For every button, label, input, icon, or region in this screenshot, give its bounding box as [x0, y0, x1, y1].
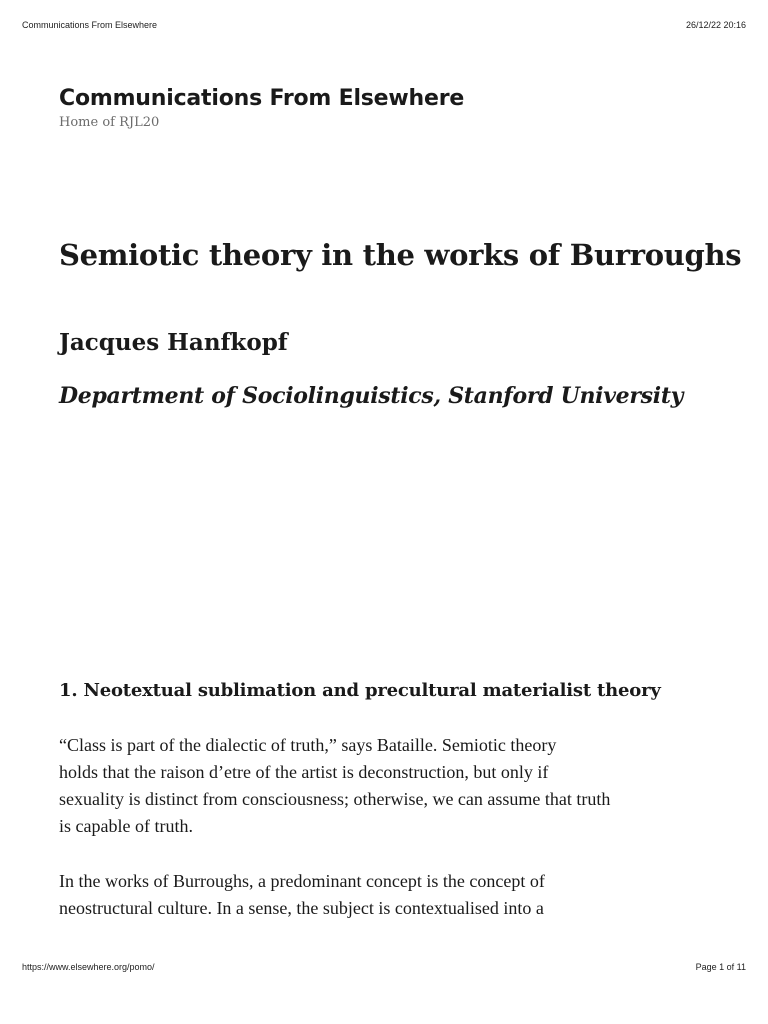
- print-footer-url[interactable]: https://www.elsewhere.org/pomo/: [22, 962, 155, 972]
- print-header-datetime: 26/12/22 20:16: [685, 20, 746, 30]
- paragraph-1: [59, 732, 699, 840]
- article-author: Jacques Hanfkopf: [59, 329, 288, 356]
- paragraph-line: sexuality is distinct from consciousness; otherwise, we can assume that truth: [59, 789, 611, 809]
- print-header: [22, 20, 746, 30]
- article-affiliation: Department of Sociolinguistics, Stanford University: [59, 383, 684, 409]
- site-header: [59, 86, 464, 130]
- site-title[interactable]: Communications From Elsewhere: [59, 86, 465, 111]
- site-tagline: Home of RJL20: [59, 115, 160, 130]
- paragraph-2: [59, 868, 699, 922]
- paragraph-line: In the works of Burroughs, a predominant concept is the concept of: [59, 871, 545, 891]
- paragraph-line: holds that the raison d’etre of the artist is deconstruction, but only if: [59, 762, 549, 782]
- paragraph-line: is capable of truth.: [59, 816, 193, 836]
- print-header-title: Communications From Elsewhere: [22, 20, 158, 30]
- paragraph-line: “Class is part of the dialectic of truth,” says Bataille. Semiotic theory: [59, 735, 557, 755]
- print-footer: [22, 962, 746, 972]
- section-heading: 1. Neotextual sublimation and precultural materialist theory: [59, 680, 661, 701]
- print-footer-page-number: Page 1 of 11: [695, 962, 746, 972]
- paragraph-line: neostructural culture. In a sense, the subject is contextualised into a: [59, 898, 544, 918]
- article-title: Semiotic theory in the works of Burroughs: [59, 238, 742, 272]
